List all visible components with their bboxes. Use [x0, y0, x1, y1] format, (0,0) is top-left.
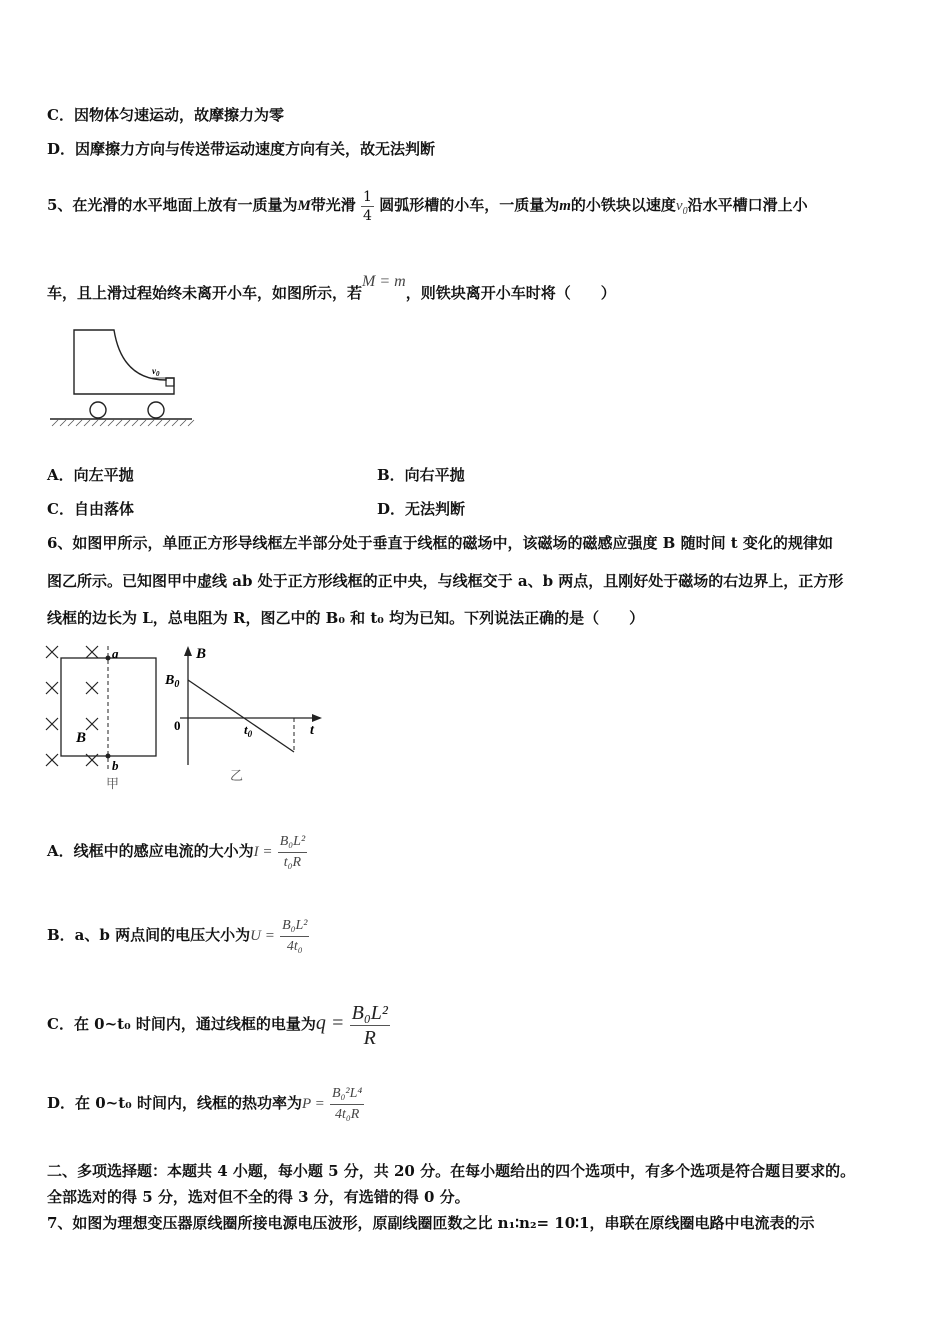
b-t-line: [188, 680, 294, 752]
q7-stem-line1: 7、如图为理想变压器原线圈所接电源电压波形，原副线圈匝数之比 n₁∶n₂= 10∶1，串联在原线圈电路中电流表的示: [47, 1214, 815, 1232]
point-b: [106, 754, 111, 759]
figure-yi: [160, 640, 330, 790]
formula-a: $\frac{\text{B₀L²}}{\text{t₀R}}$: [279, 833, 306, 870]
b0-label: $B_0$: [165, 673, 180, 690]
figure-jia: [40, 640, 170, 800]
formula-c: $\frac{\text{B₀L²}}{R}$: [351, 1001, 388, 1049]
caption-yi: 乙: [230, 769, 244, 784]
q6-option-d: D．在 0~t₀ 时间内，线框的热功率为P = $\frac{\text{B₀²L⁴}}{\text{4t₀R}}$: [47, 1078, 364, 1128]
origin-label: 0: [174, 718, 181, 733]
field-crosses: [46, 646, 98, 766]
ground-hatch: [52, 420, 194, 426]
point-a: [106, 656, 111, 661]
q5-option-c: C．自由落体: [47, 500, 134, 518]
q5-option-d: D．无法判断: [377, 500, 466, 518]
t0-label: $t_0$: [244, 722, 253, 739]
section2-line2: 全部选对的得 5 分，选对但不全的得 3 分，有选错的得 0 分。: [47, 1188, 470, 1206]
q5-stem-line1: 5、在光滑的水平地面上放有一质量为M带光滑 $\frac{1}{4}$ 圆弧形槽的小车，一质量为m的小铁块以速度$v_0$沿水平槽口滑上小: [47, 188, 808, 224]
wheel-right: [148, 402, 164, 418]
x-axis-arrow: [312, 714, 322, 722]
q6-option-a: A．线框中的感应电流的大小为I = $\frac{\text{B₀L²}}{\text{t₀R}}$: [47, 826, 307, 876]
caption-jia: 甲: [106, 777, 120, 792]
q6-stem-line3: 线框的边长为 L，总电阻为 R，图乙中的 B₀ 和 t₀ 均为已知。下列说法正确的是（ ）: [47, 609, 645, 627]
cart-body: [74, 330, 174, 394]
q6-option-c: C．在 0~t₀ 时间内，通过线框的电量为q = $\frac{\text{B₀L²}}{R}$: [47, 1001, 388, 1049]
label-B-field: B: [76, 730, 87, 746]
q5-option-a: A．向左平抛: [47, 466, 134, 484]
iron-block: [166, 378, 174, 386]
q5-stem-line2: 车，且上滑过程始终未离开小车，如图所示，若M = m，则铁块离开小车时将（ ）: [47, 273, 616, 302]
formula-b: $\frac{\text{B₀L²}}{\text{4t₀}}$: [282, 917, 308, 954]
cart-figure: [48, 322, 198, 432]
label-b: b: [112, 758, 119, 773]
q6-stem-line1: 6、如图甲所示，单匝正方形导线框左半部分处于垂直于线框的磁场中，该磁场的磁感应强度 B 随时间 t 变化的规律如: [47, 534, 833, 552]
q4-option-d: D．因摩擦力方向与传送带运动速度方向有关，故无法判断: [47, 140, 436, 158]
q6-option-b: B．a、b 两点间的电压大小为U = $\frac{\text{B₀L²}}{\text{4t₀}}$: [47, 910, 309, 960]
wheel-left: [90, 402, 106, 418]
quarter-fraction: $\frac{1}{4}$: [363, 188, 372, 224]
x-axis-label: t: [310, 723, 314, 738]
q6-stem-line2: 图乙所示。已知图甲中虚线 ab 处于正方形线框的正中央，与线框交于 a、b 两点，且刚好处于磁场的右边界上，正方形: [47, 572, 844, 590]
v0-label: $v_0$: [152, 366, 160, 378]
section2-line1: 二、多项选择题：本题共 4 小题，每小题 5 分，共 20 分。在每小题给出的四个选项中，有多个选项是符合题目要求的。: [47, 1162, 856, 1180]
q4-option-c: C．因物体匀速运动，故摩擦力为零: [47, 106, 284, 124]
y-axis-arrow: [184, 646, 192, 656]
label-a: a: [112, 646, 119, 661]
y-axis-label: B: [196, 646, 207, 662]
formula-d: $\frac{\text{B₀²L⁴}}{\text{4t₀R}}$: [331, 1085, 363, 1122]
q5-option-b: B．向右平抛: [377, 466, 465, 484]
